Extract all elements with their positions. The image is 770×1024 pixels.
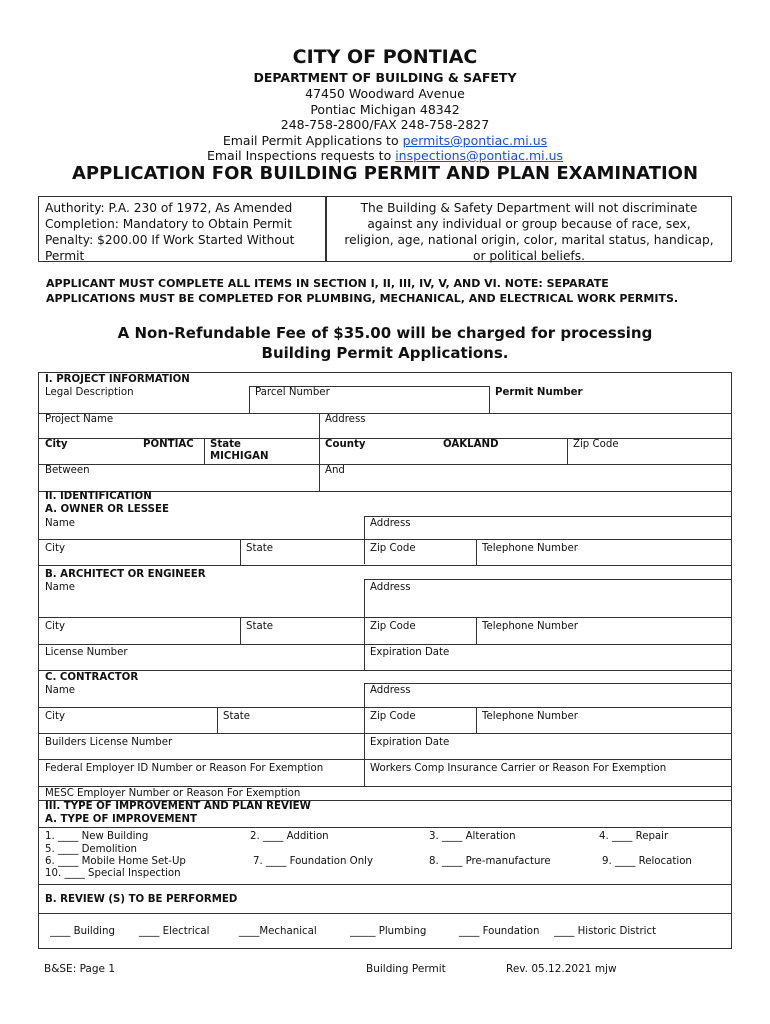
footer-page-number: B&SE: Page 1 (44, 963, 116, 975)
option-new-building[interactable]: 1. ____ New Building (45, 831, 149, 842)
improvement-type-heading: A. TYPE OF IMPROVEMENT (45, 814, 197, 825)
completion-line: Completion: Mandatory to Obtain Permit (45, 217, 292, 231)
contractor-name-field[interactable]: Name (45, 685, 76, 696)
project-address-field[interactable]: Address (325, 414, 366, 425)
option-special-inspection[interactable]: 10. ____ Special Inspection (45, 868, 181, 879)
option-demolition[interactable]: 5. ____ Demolition (45, 844, 138, 855)
discrimination-line: The Building & Safety Department will not discriminate (360, 201, 698, 215)
contractor-heading: C. CONTRACTOR (45, 672, 139, 683)
state-value[interactable]: MICHIGAN (210, 451, 269, 462)
section1-heading: I. PROJECT INFORMATION (45, 374, 190, 385)
discrimination-box (326, 196, 732, 262)
discrimination-line: against any individual or group because of race, sex, (367, 217, 691, 231)
notice-line: APPLICATIONS MUST BE COMPLETED FOR PLUMBING, MECHANICAL, AND ELECTRICAL WORK PERMITS. (46, 292, 679, 305)
permits-email-label: Email Permit Applications to (222, 133, 403, 148)
fee-line: Building Permit Applications. (261, 344, 509, 362)
authority-box (38, 196, 326, 262)
builders-license-field[interactable]: Builders License Number (45, 737, 173, 748)
architect-phone-field[interactable]: Telephone Number (482, 621, 578, 632)
option-repair[interactable]: 4. ____ Repair (599, 831, 669, 842)
city-state-zip: Pontiac Michigan 48342 (310, 102, 460, 117)
zip-code-field[interactable]: Zip Code (573, 439, 619, 450)
inspections-email-link[interactable]: inspections@pontiac.mi.us (395, 148, 564, 163)
architect-heading: B. ARCHITECT OR ENGINEER (45, 569, 206, 580)
review-plumbing[interactable]: _____ Plumbing (350, 926, 427, 937)
fein-field[interactable]: Federal Employer ID Number or Reason For Exemption (45, 763, 324, 774)
mesc-field[interactable]: MESC Employer Number or Reason For Exemption (45, 788, 301, 799)
review-building[interactable]: ____ Building (50, 926, 115, 937)
city-value[interactable]: PONTIAC (143, 439, 194, 450)
architect-license-field[interactable]: License Number (45, 647, 128, 658)
phone-fax: 248-758-2800/FAX 248-758-2827 (280, 117, 490, 132)
review-historic-district[interactable]: ____ Historic District (554, 926, 657, 937)
architect-state-field[interactable]: State (246, 621, 273, 632)
penalty-line: Penalty: $200.00 If Work Started Without (45, 233, 295, 247)
architect-address-field[interactable]: Address (370, 582, 411, 593)
department-name: DEPARTMENT OF BUILDING & SAFETY (253, 70, 517, 85)
penalty-line-cont: Permit (45, 249, 85, 263)
street-address: 47450 Woodward Avenue (305, 86, 465, 101)
review-mechanical[interactable]: ____Mechanical (239, 926, 317, 937)
contractor-zip-field[interactable]: Zip Code (370, 711, 416, 722)
application-title: APPLICATION FOR BUILDING PERMIT AND PLAN EXAMINATION (71, 163, 699, 184)
architect-name-field[interactable]: Name (45, 582, 76, 593)
contractor-city-field[interactable]: City (45, 711, 65, 722)
permit-number-field[interactable]: Permit Number (495, 387, 583, 398)
review-heading: B. REVIEW (S) TO BE PERFORMED (45, 894, 238, 905)
permits-email-line (0, 133, 770, 148)
review-electrical[interactable]: ____ Electrical (139, 926, 210, 937)
architect-city-field[interactable]: City (45, 621, 65, 632)
option-alteration[interactable]: 3. ____ Alteration (429, 831, 516, 842)
city-title: CITY OF PONTIAC (292, 46, 478, 68)
city-label: City (45, 439, 68, 450)
option-foundation-only[interactable]: 7. ____ Foundation Only (253, 856, 374, 867)
option-relocation[interactable]: 9. ____ Relocation (602, 856, 692, 867)
between-field[interactable]: Between (45, 465, 90, 476)
option-pre-manufacture[interactable]: 8. ____ Pre-manufacture (429, 856, 551, 867)
authority-line: Authority: P.A. 230 of 1972, As Amended (45, 201, 293, 215)
architect-zip-field[interactable]: Zip Code (370, 621, 416, 632)
fee-notice (0, 323, 770, 363)
owner-city-field[interactable]: City (45, 543, 65, 554)
owner-name-field[interactable]: Name (45, 518, 76, 529)
and-field[interactable]: And (325, 465, 345, 476)
county-label: County (325, 439, 366, 450)
state-label: State (210, 439, 241, 450)
parcel-number-field[interactable]: Parcel Number (255, 387, 330, 398)
discrimination-line: religion, age, national origin, color, marital status, handicap, (344, 233, 714, 247)
contractor-expiration-field[interactable]: Expiration Date (370, 737, 450, 748)
inspections-email-label: Email Inspections requests to (206, 148, 396, 163)
project-name-field[interactable]: Project Name (45, 414, 114, 425)
footer-form-name: Building Permit (366, 963, 446, 975)
owner-address-field[interactable]: Address (370, 518, 411, 529)
owner-zip-field[interactable]: Zip Code (370, 543, 416, 554)
option-mobile-home[interactable]: 6. ____ Mobile Home Set-Up (45, 856, 186, 867)
section3-heading: III. TYPE OF IMPROVEMENT AND PLAN REVIEW (45, 801, 311, 812)
contractor-state-field[interactable]: State (223, 711, 250, 722)
fee-line: A Non-Refundable Fee of $35.00 will be charged for processing (117, 324, 653, 342)
footer-revision: Rev. 05.12.2021 mjw (506, 963, 617, 975)
permits-email-link[interactable]: permits@pontiac.mi.us (402, 133, 548, 148)
county-value[interactable]: OAKLAND (443, 439, 499, 450)
contractor-phone-field[interactable]: Telephone Number (482, 711, 578, 722)
application-form (38, 372, 732, 949)
section2-heading: II. IDENTIFICATION (45, 491, 152, 502)
inspections-email-line (0, 148, 770, 163)
architect-expiration-field[interactable]: Expiration Date (370, 647, 450, 658)
contractor-address-field[interactable]: Address (370, 685, 411, 696)
workers-comp-field[interactable]: Workers Comp Insurance Carrier or Reason For Exemption (370, 763, 667, 774)
owner-heading: A. OWNER OR LESSEE (45, 504, 169, 515)
option-addition[interactable]: 2. ____ Addition (250, 831, 329, 842)
applicant-notice (46, 276, 746, 306)
owner-phone-field[interactable]: Telephone Number (482, 543, 578, 554)
notice-line: APPLICANT MUST COMPLETE ALL ITEMS IN SECTION I, II, III, IV, V, AND VI. NOTE: SEPARATE (46, 277, 609, 290)
legal-description-field[interactable]: Legal Description (45, 387, 134, 398)
discrimination-line: or political beliefs. (473, 249, 585, 263)
review-foundation[interactable]: ____ Foundation (459, 926, 540, 937)
owner-state-field[interactable]: State (246, 543, 273, 554)
